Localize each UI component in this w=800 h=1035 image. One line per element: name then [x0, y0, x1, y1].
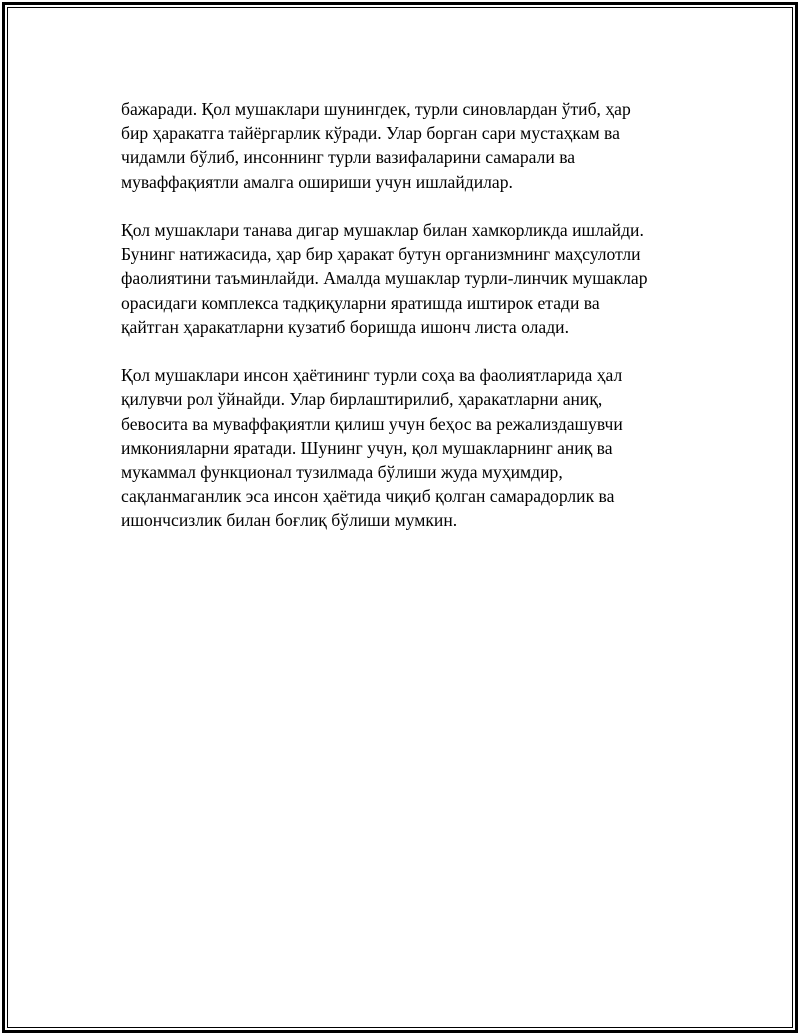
document-body [121, 97, 701, 557]
paragraph-2 [121, 218, 701, 339]
text-line: муваффақиятли амалга ошириши учун ишлайдилар. [121, 171, 513, 192]
text-line: қайтган ҳаракатларни кузатиб боришда ишонч листа олади. [121, 316, 569, 337]
text-line: бир ҳаракатга тайёргарлик кўради. Улар борган сари мустаҳкам ва [121, 123, 620, 144]
text-line: қилувчи рол ўйнайди. Улар бирлаштирилиб, ҳаракатларни аниқ, [121, 389, 603, 410]
text-line: ишончсизлик билан боғлиқ бўлиши мумкин. [121, 510, 458, 531]
paragraph-3 [121, 363, 701, 532]
text-line: мукаммал функционал тузилмада бўлиши жуда муҳимдир, [121, 462, 563, 483]
text-line: Қол мушаклари танава дигар мушаклар билан хамкорликда ишлайди. [121, 220, 644, 240]
page-frame [2, 2, 798, 1033]
text-line: бажаради. Қол мушаклари шунингдек, турли синовлардан ўтиб, ҳар [121, 99, 631, 119]
text-line: сақланмаганлик эса инсон ҳаётида чиқиб қолган самарадорлик ва [121, 486, 615, 507]
text-line: фаолиятини таъминлайди. Амалда мушаклар турли-линчик мушаклар [121, 268, 648, 289]
text-line: бевосита ва муваффақиятли қилиш учун беҳос ва режализдашувчи [121, 413, 623, 434]
paragraph-1 [121, 97, 701, 194]
text-line: Қол мушаклари инсон ҳаётининг турли соҳа ва фаолиятларида ҳал [121, 365, 623, 386]
text-line: орасидаги комплекса тадқиқуларни яратишда иштирок етади ва [121, 292, 600, 313]
text-line: Бунинг натижасида, ҳар бир ҳаракат бутун организмнинг маҳсулотли [121, 244, 641, 265]
text-line: чидамли бўлиб, инсоннинг турли вазифаларини самарали ва [121, 147, 576, 168]
text-line: имконияларни яратади. Шунинг учун, қол мушакларнинг аниқ ва [121, 437, 613, 458]
